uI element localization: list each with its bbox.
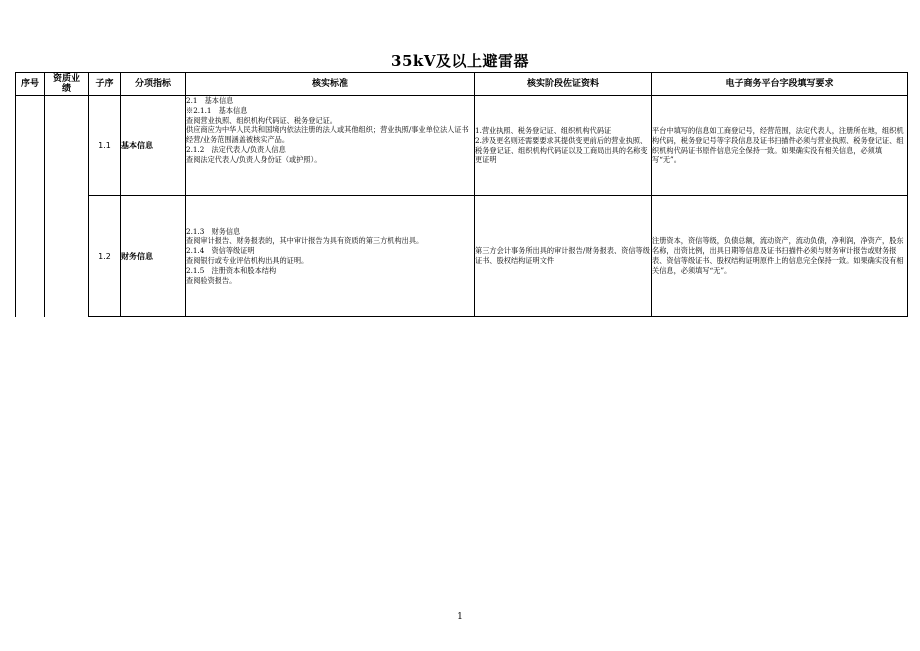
header-qualification: 资质业绩 (45, 73, 89, 96)
standard-line: ※2.1.1 基本信息 (186, 105, 248, 115)
platform-text: 平台中填写的信息如工商登记号，经营范围，法定代表人，注册所在地，组织机构代码，税务登记号等字段信息及证书扫描件必须与营业执照、税务登记证、组织机构代码证书原件信息完全保持一致。如果确实没有相关信息，必须填写“无”。 (652, 125, 904, 165)
header-seq: 序号 (16, 73, 45, 96)
standard-cell (186, 196, 475, 317)
standard-line: 供应商应为中华人民共和国境内依法注册的法人或其他组织；营业执照/事业单位法人证书经营/业务范围涵盖被核实产品。 (186, 125, 469, 145)
indicator-cell: 财务信息 (121, 196, 186, 317)
page-number: 1 (457, 612, 463, 622)
sub-seq-cell: 1.2 (89, 196, 121, 317)
indicator-cell: 基本信息 (121, 96, 186, 196)
standard-line: 2.1.3 财务信息 (186, 226, 241, 236)
standard-line: 2.1.2 法定代表人/负责人信息 (186, 144, 286, 154)
header-row (16, 73, 908, 96)
standard-line: 查阅法定代表人/负责人身份证（或护照）。 (186, 154, 322, 164)
standard-line: 2.1.4 资信等级证明 (186, 246, 255, 256)
evidence-cell (475, 96, 652, 196)
document-title: 35kV及以上避雷器 (391, 52, 529, 70)
qualification-cell (45, 96, 89, 317)
platform-cell (652, 96, 908, 196)
standard-line: 查阅银行或专业评估机构出具的证明。 (186, 256, 309, 265)
header-sub-seq: 子序 (89, 73, 121, 96)
standard-line: 查阅审计报告、财务报表的，其中审计报告为具有资质的第三方机构出具。 (186, 236, 424, 246)
seq-cell (16, 96, 45, 317)
header-platform: 电子商务平台字段填写要求 (652, 73, 908, 96)
standard-line: 2.1.5 注册资本和股本结构 (186, 265, 277, 275)
standard-cell (186, 96, 475, 196)
table-row (16, 96, 908, 196)
verification-table (15, 72, 908, 317)
evidence-cell (475, 196, 652, 317)
evidence-line: 1.营业执照、税务登记证、组织机构代码证 (475, 125, 612, 135)
header-evidence: 核实阶段佐证资料 (475, 73, 652, 96)
table-row (16, 196, 908, 317)
standard-line: 2.1 基本信息 (186, 96, 234, 105)
evidence-line: 第三方会计事务所出具的审计报告/财务报表、资信等级证书、股权结构证明文件 (475, 246, 650, 265)
platform-text: 注册资本，资信等级，负债总额，流动资产，流动负债，净利润，净资产，股东名称，出资比例，出具日期等信息及证书扫描件必须与财务审计报告或财务报表、资信等级证书、股权结构证明原件上的信息完全保持一致。如果确实没有相关信息，必须填写“无”。 (652, 236, 904, 275)
standard-line: 查阅营业执照、组织机构代码证、税务登记证。 (186, 115, 337, 125)
platform-cell (652, 196, 908, 317)
header-indicator: 分项指标 (121, 73, 186, 96)
standard-line: 查阅验资报告。 (186, 275, 237, 285)
header-standard: 核实标准 (186, 73, 475, 96)
sub-seq-cell: 1.1 (89, 96, 121, 196)
evidence-line: 2.涉及更名则还需要要求其提供变更前后的营业执照、税务登记证、组织机构代码证以及工商局出具的名称变更证明 (475, 135, 648, 165)
